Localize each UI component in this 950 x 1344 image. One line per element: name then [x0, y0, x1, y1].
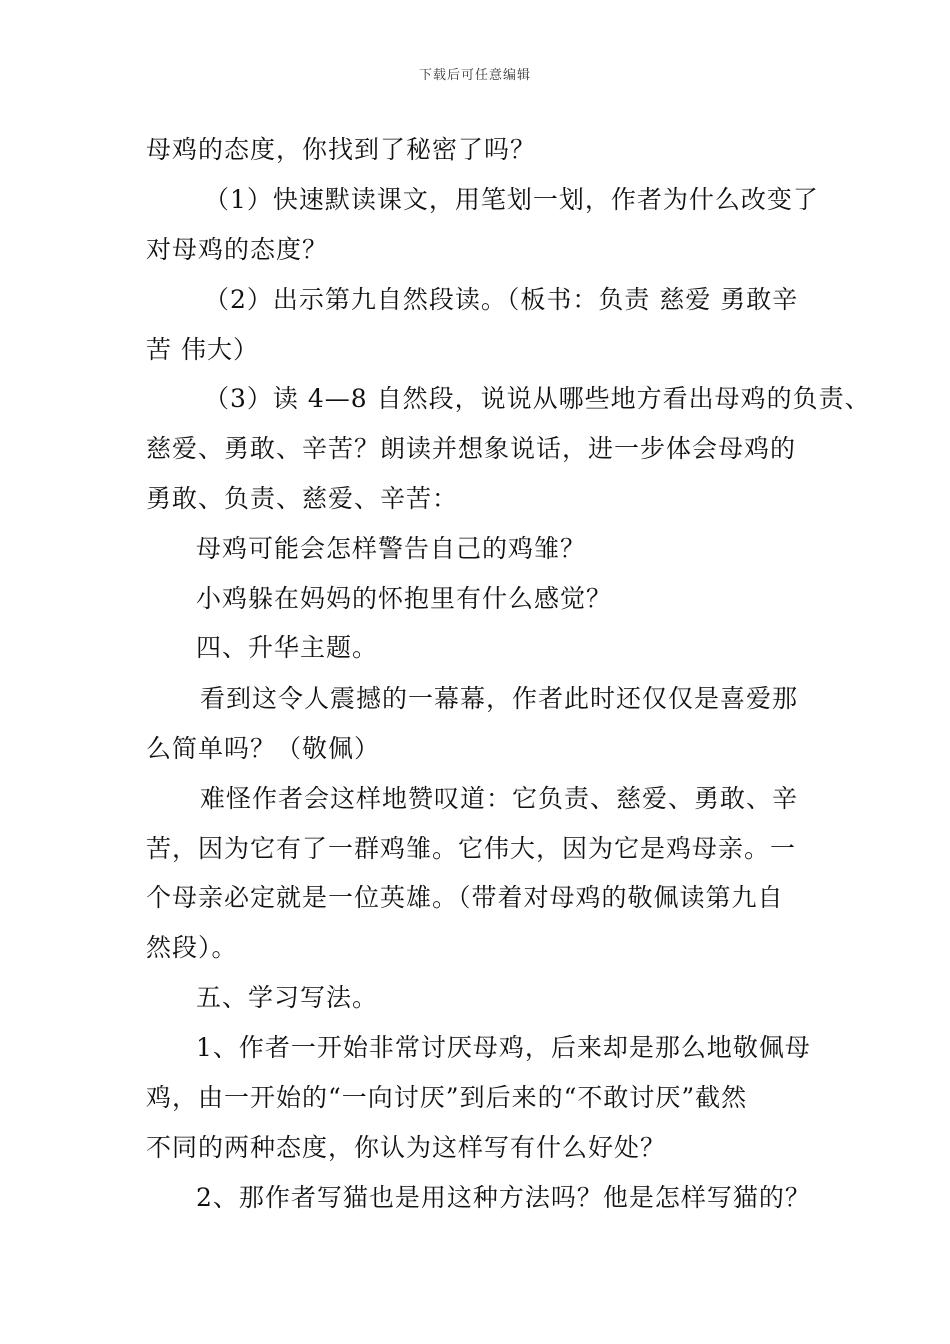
text-line: 1、作者一开始非常讨厌母鸡，后来却是那么地敬佩母: [196, 1033, 811, 1062]
text-line: 小鸡躲在妈妈的怀抱里有什么感觉？: [196, 584, 613, 613]
section-heading: 四、升华主题。: [196, 633, 379, 662]
text-line: 苦，因为它有了一群鸡雏。它伟大，因为它是鸡母亲。一: [146, 834, 797, 863]
text-line: 苦 伟大）: [146, 335, 259, 364]
text-line: 慈爱、勇敢、辛苦？朗读并想象说话，进一步体会母鸡的: [146, 434, 797, 463]
page-header: 下载后可任意编辑: [418, 68, 531, 83]
text-line: 母鸡的态度，你找到了秘密了吗？: [146, 135, 537, 164]
text-line: 鸡，由一开始的“一向讨厌”到后来的“不敢讨厌”截然: [146, 1083, 748, 1112]
text-line: 看到这令人震撼的一幕幕，作者此时还仅仅是喜爱那: [200, 684, 799, 713]
text-line: 个母亲必定就是一位英雄。（带着对母鸡的敬佩读第九自: [146, 883, 784, 912]
text-line: 母鸡可能会怎样警告自己的鸡雏？: [196, 534, 587, 563]
text-line: 对母鸡的态度？: [146, 235, 329, 264]
text-line: 么简单吗？（敬佩）: [146, 734, 381, 763]
text-line: 勇敢、负责、慈爱、辛苦：: [146, 484, 459, 513]
text-line: 然段）。: [146, 933, 238, 962]
text-line: （3）读 4—8 自然段，说说从哪些地方看出母鸡的负责、: [204, 384, 871, 413]
text-line: （1）快速默读课文，用笔划一划，作者为什么改变了: [204, 185, 819, 214]
section-heading: 五、学习写法。: [196, 983, 379, 1012]
text-line: 不同的两种态度，你认为这样写有什么好处？: [146, 1133, 667, 1162]
text-line: 难怪作者会这样地赞叹道：它负责、慈爱、勇敢、辛: [200, 784, 799, 813]
text-line: 2、那作者写猫也是用这种方法吗？他是怎样写猫的？: [196, 1183, 811, 1212]
text-line: （2）出示第九自然段读。（板书：负责 慈爱 勇敢辛: [204, 285, 799, 314]
